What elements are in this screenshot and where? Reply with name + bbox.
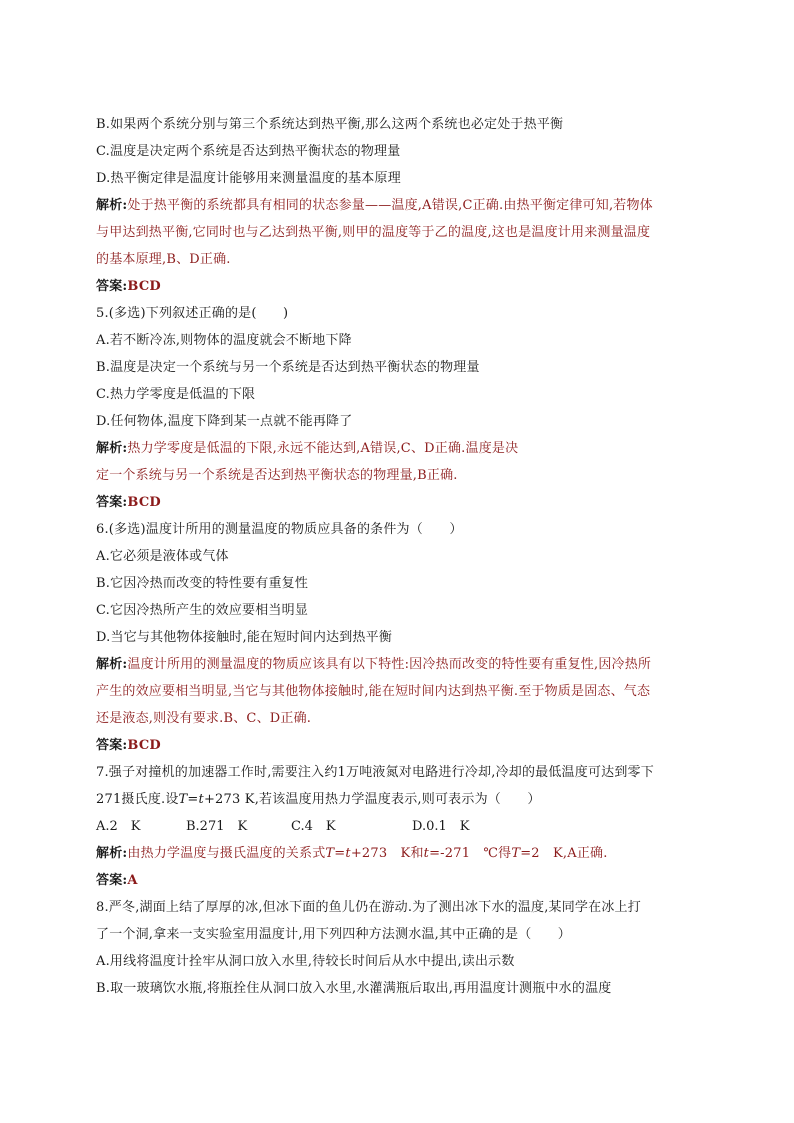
- q4-option-c: C.温度是决定两个系统是否达到热平衡状态的物理量: [96, 144, 401, 159]
- q7-option-b: B.271 K: [186, 819, 248, 834]
- q7-sol-var-t2: t: [423, 846, 430, 861]
- q5-stem: 5.(多选)下列叙述正确的是( ): [96, 306, 289, 321]
- q8-option-b: B.取一玻璃饮水瓶,将瓶拴住从洞口放入水里,水灌满瓶后取出,再用温度计测瓶中水的温度: [96, 981, 612, 996]
- q6-stem: 6.(多选)温度计所用的测量温度的物质应具备的条件为（ ）: [96, 522, 463, 537]
- q7-option-d: D.0.1 K: [412, 819, 470, 834]
- q7-solution-part-2: =: [334, 846, 346, 861]
- q5-solution-line-2: 定一个系统与另一个系统是否达到热平衡状态的物理量,B正确.: [96, 468, 458, 483]
- q7-answer-line: [96, 872, 138, 890]
- answer-label: 答案:: [96, 873, 128, 888]
- q6-solution-line-2: 产生的效应要相当明显,当它与其他物体接触时,能在短时间内达到热平衡.至于物质是固态、气态: [96, 684, 651, 699]
- q4-solution-line-3: 的基本原理,B、D正确.: [96, 252, 231, 267]
- q7-sol-var-T2: T: [511, 846, 521, 861]
- q5-solution-text-1: 热力学零度是低温的下限,永远不能达到,A错误,C、D正确.温度是决: [127, 441, 519, 456]
- q7-stem-part-1: 271摄氏度.设: [96, 792, 179, 807]
- solution-label: 解析:: [96, 846, 128, 861]
- q8-stem-line-1: 8.严冬,湖面上结了厚厚的冰,但冰下面的鱼儿仍在游动.为了测出冰下水的温度,某同学在冰上打: [96, 900, 641, 915]
- q5-option-a: A.若不断冷冻,则物体的温度就会不断地下降: [96, 333, 352, 348]
- q5-option-d: D.任何物体,温度下降到某一点就不能再降了: [96, 414, 353, 429]
- q4-solution-line-2: 与甲达到热平衡,它同时也与乙达到热平衡,则甲的温度等于乙的温度,这也是温度计用来测量温度: [96, 225, 651, 240]
- q5-option-c: C.热力学零度是低温的下限: [96, 387, 256, 402]
- q7-var-T: T: [178, 792, 188, 807]
- q5-option-b: B.温度是决定一个系统与另一个系统是否达到热平衡状态的物理量: [96, 360, 480, 375]
- q7-sol-var-t: t: [345, 846, 351, 861]
- q7-stem-part-2: =: [187, 792, 199, 807]
- q6-answer-value: BCD: [127, 738, 161, 753]
- q6-option-b: B.它因冷热而改变的特性要有重复性: [96, 576, 309, 591]
- q6-solution-text-1: 温度计所用的测量温度的物质应该具有以下特性:因冷热而改变的特性要有重复性,因冷热所: [127, 657, 652, 672]
- q7-solution-part-4: =-271 ℃得: [429, 846, 512, 861]
- solution-label: 解析:: [96, 441, 128, 456]
- q4-solution-text-1: 处于热平衡的系统都具有相同的状态参量——温度,A错误,C正确.由热平衡定律可知,若物体: [127, 198, 653, 213]
- q4-answer-value: BCD: [127, 279, 161, 294]
- q7-option-a: A.2 K: [96, 819, 141, 834]
- q4-answer-line: [96, 278, 161, 296]
- q6-solution-line-3: 还是液态,则没有要求.B、C、D正确.: [96, 711, 312, 726]
- q7-sol-var-T: T: [325, 846, 335, 861]
- q6-option-a: A.它必须是液体或气体: [96, 549, 229, 564]
- answer-label: 答案:: [96, 279, 128, 294]
- q7-solution-part-1: 由热力学温度与摄氏温度的关系式: [127, 846, 326, 861]
- answer-label: 答案:: [96, 738, 128, 753]
- q5-answer-line: [96, 494, 161, 512]
- answer-label: 答案:: [96, 495, 128, 510]
- q6-option-c: C.它因冷热所产生的效应要相当明显: [96, 603, 309, 618]
- q6-option-d: D.当它与其他物体接触时,能在短时间内达到热平衡: [96, 630, 393, 645]
- q6-answer-line: [96, 737, 161, 755]
- q8-stem-line-2: 了一个洞,拿来一支实验室用温度计,用下列四种方法测水温,其中正确的是（ ）: [96, 927, 571, 942]
- solution-label: 解析:: [96, 198, 128, 213]
- q7-solution-part-5: =2 K,A正确.: [520, 846, 608, 861]
- q7-option-c: C.4 K: [291, 819, 336, 834]
- q5-answer-value: BCD: [127, 495, 161, 510]
- q6-solution-line-1: [96, 656, 651, 674]
- q4-solution-line-1: [96, 197, 653, 215]
- q8-option-a: A.用线将温度计拴牢从洞口放入水里,待较长时间后从水中提出,读出示数: [96, 954, 515, 969]
- q7-stem-part-3: +273 K,若该温度用热力学温度表示,则可表示为（ ）: [203, 792, 541, 807]
- q7-stem-line-1: 7.强子对撞机的加速器工作时,需要注入约1万吨液氮对电路进行冷却,冷却的最低温度可达到零下: [96, 765, 654, 780]
- q7-var-t: t: [198, 792, 204, 807]
- q7-answer-value: A: [127, 873, 138, 888]
- q7-solution-line-1: [96, 845, 608, 863]
- q4-option-b: B.如果两个系统分别与第三个系统达到热平衡,那么这两个系统也必定处于热平衡: [96, 117, 564, 132]
- q5-solution-line-1: [96, 440, 518, 458]
- solution-label: 解析:: [96, 657, 128, 672]
- q7-solution-part-3: +273 K和: [350, 846, 424, 861]
- q7-stem-line-2: [96, 791, 541, 809]
- q4-option-d: D.热平衡定律是温度计能够用来测量温度的基本原理: [96, 171, 401, 186]
